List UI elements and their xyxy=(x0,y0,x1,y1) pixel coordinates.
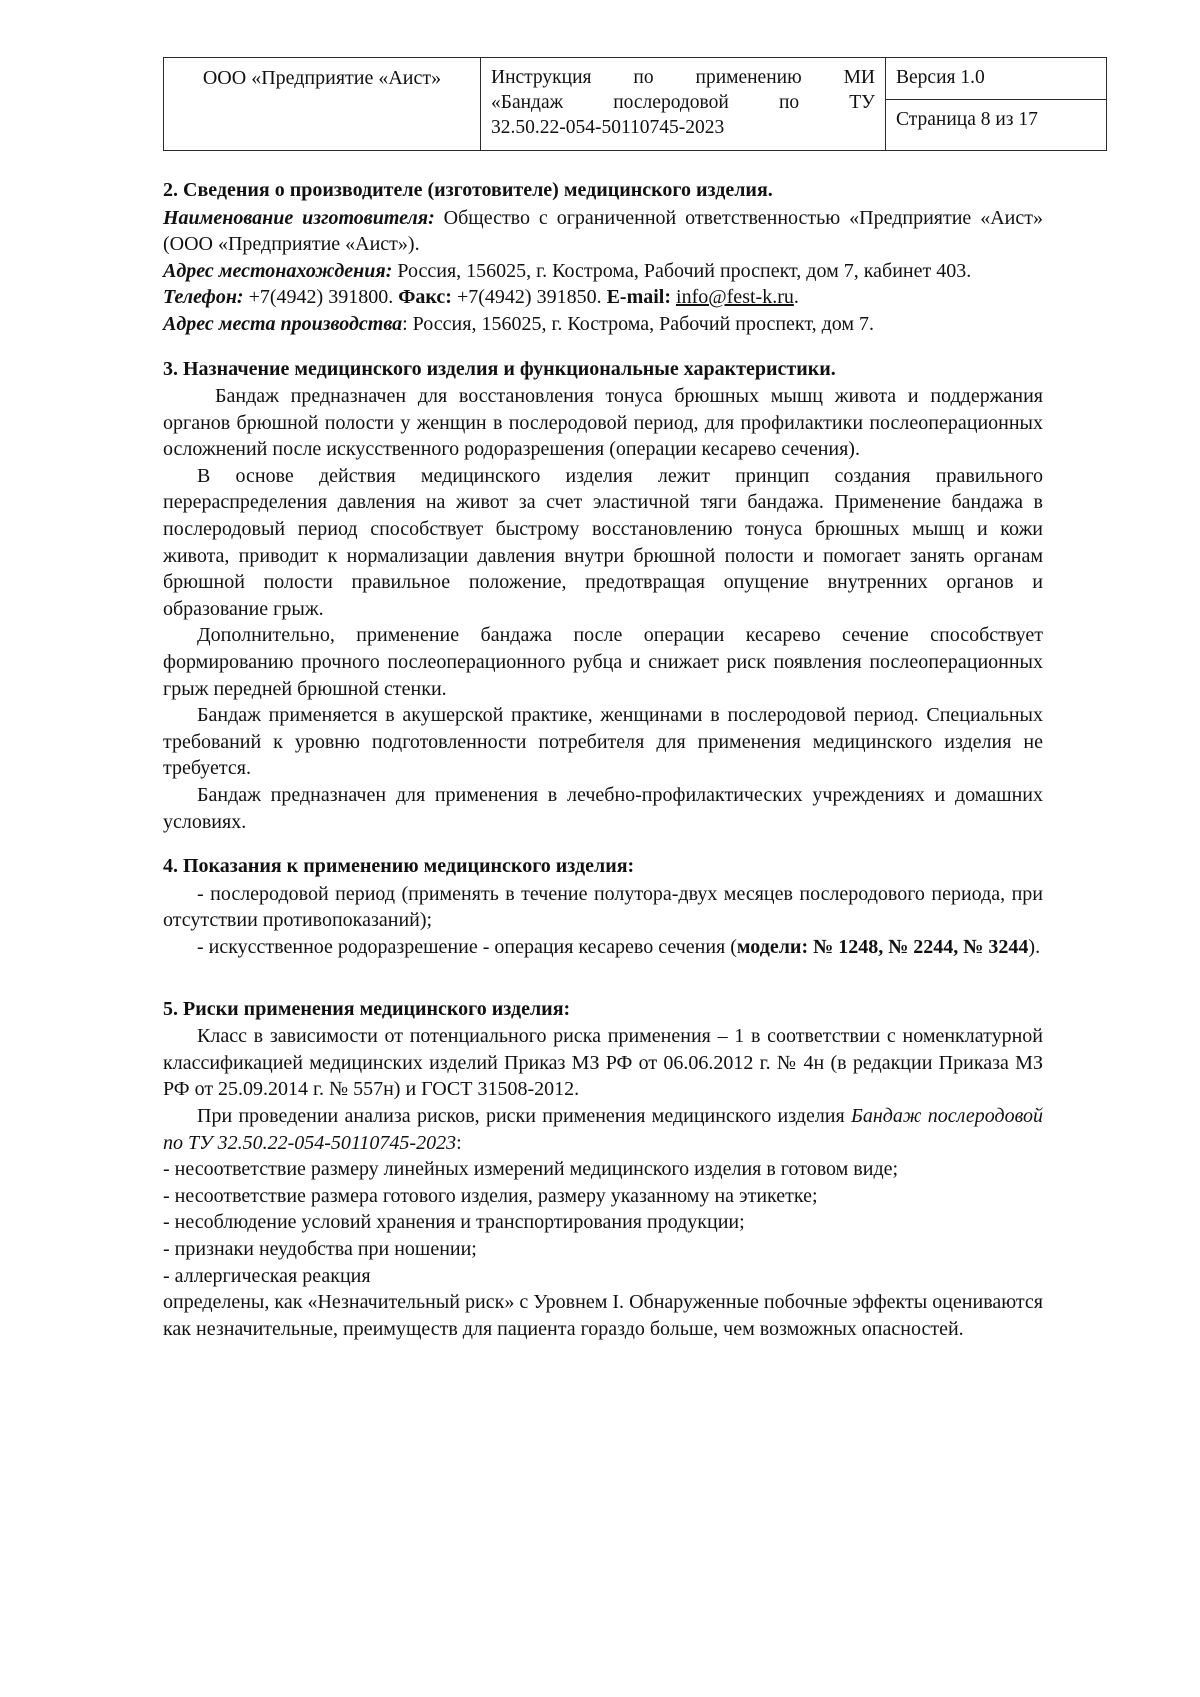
section-2-heading: 2. Сведения о производителе (изготовителе) медицинского изделия. xyxy=(163,178,773,201)
product-name-italic: Бандаж послеродовой по ТУ 32.50.22-054-50110745-2023 xyxy=(163,1104,1043,1154)
label-location-address: Адрес местонахождения: xyxy=(163,259,393,282)
section-3-heading: 3. Назначение медицинского изделия и функциональные характеристики. xyxy=(163,357,836,380)
section-5-paragraph-3: определены, как «Незначительный риск» с Уровнем I. Обнаруженные побочные эффекты оцениваются как незначительные, преимуществ для пациента гораздо больше, чем возможных опасностей. xyxy=(163,1291,1043,1340)
risk-list-item: - несоответствие размеру линейных измерений медицинского изделия в готовом виде; xyxy=(163,1158,899,1181)
page-content xyxy=(163,57,1043,1342)
header-row-main xyxy=(164,58,1107,100)
doc-version: Версия 1.0 xyxy=(896,67,985,88)
section-3-paragraph-3: Дополнительно, применение бандажа после операции кесарево сечение способствует формированию прочного послеоперационного рубца и снижает риск появления послеоперационных грыж передней брюшной стенки. xyxy=(163,624,1043,700)
label-fax: Факс: xyxy=(398,286,452,309)
value-manufacturer-name: Общество с ограниченной ответственностью «Предприятие «Аист» (ООО «Предприятие «Аист»). xyxy=(163,206,1043,256)
doc-title-line-1: Инструкция по применению МИ xyxy=(491,67,875,88)
value-location-address: Россия, 156025, г. Кострома, Рабочий проспект, дом 7, кабинет 403. xyxy=(392,259,972,282)
section-4-item-2-prefix: - искусственное родоразрешение - операция кесарево сечения ( xyxy=(197,935,737,958)
label-email: E-mail: xyxy=(606,286,672,309)
value-production-address: : Россия, 156025, г. Кострома, Рабочий проспект, дом 7. xyxy=(402,312,875,335)
header-version-cell xyxy=(886,58,1107,100)
section-4-item-1: - послеродовой период (применять в течение полутора-двух месяцев послеродового периода, при отсутствии противопоказаний); xyxy=(163,882,1043,932)
section-2-manufacturer-name xyxy=(163,205,1043,258)
label-phone: Телефон: xyxy=(163,286,244,309)
section-5-paragraph-2-suffix: : xyxy=(456,1131,462,1154)
section-4-item-2 xyxy=(163,934,1043,961)
risk-list-item: - несоблюдение условий хранения и транспортирования продукции; xyxy=(163,1211,745,1234)
section-3-paragraph-5: Бандаж предназначен для применения в лечебно-профилактических учреждениях и домашних условиях. xyxy=(163,784,1043,833)
document-body xyxy=(163,177,1043,1342)
company-name: ООО «Предприятие «Аист» xyxy=(202,67,442,89)
doc-title-line-2: «Бандаж послеродовой по ТУ xyxy=(491,91,875,113)
section-4-heading: 4. Показания к применению медицинского изделия: xyxy=(163,855,635,878)
email-link[interactable]: info@fest-k.ru xyxy=(676,286,794,309)
risk-list-item: - признаки неудобства при ношении; xyxy=(163,1237,477,1260)
section-2-production-address xyxy=(163,311,1043,338)
risk-list-item: - несоответствие размера готового изделия, размеру указанному на этикетке; xyxy=(163,1184,818,1207)
section-3-paragraph-2: В основе действия медицинского изделия лежит принцип создания правильного перераспределения давления на живот за счет эластичной тяги бандажа. Применение бандажа в послеродовый период способствует быстрому восстановлению тонуса брюшных мышц и кожи живота, приводит к нормализации давления внутри брюшной полости и помогает занять органам брюшной полости правильное положение, предотвращая опущение внутренних органов и образование грыж. xyxy=(163,464,1043,620)
document-header-table xyxy=(163,57,1107,151)
section-3-paragraph-4: Бандаж применяется в акушерской практике, женщинами в послеродовой период. Специальных требований к уровню подготовленности потребителя для применения медицинского изделия не требуется. xyxy=(163,704,1043,780)
section-5-paragraph-2-prefix: При проведении анализа рисков, риски применения медицинского изделия xyxy=(197,1104,852,1127)
section-5-heading: 5. Риски применения медицинского изделия: xyxy=(163,997,571,1020)
header-page-cell xyxy=(886,99,1107,150)
label-production-address: Адрес места производства xyxy=(163,312,403,335)
value-phone: +7(4942) 391800. xyxy=(243,286,399,309)
section-4-item-2-suffix: ). xyxy=(1028,935,1041,958)
label-manufacturer-name: Наименование изготовителя: xyxy=(163,206,435,229)
section-2-contacts xyxy=(163,284,1043,311)
section-4-models: модели: № 1248, № 2244, № 3244 xyxy=(736,935,1029,958)
value-fax: +7(4942) 391850. xyxy=(451,286,607,309)
header-company-cell xyxy=(164,58,481,151)
page-number: Страница 8 из 17 xyxy=(896,108,1038,130)
header-doc-title-cell xyxy=(481,58,886,151)
section-5-paragraph-1: Класс в зависимости от потенциального риска применения – 1 в соответствии с номенклатурной классификацией медицинских изделий Приказ МЗ РФ от 06.06.2012 г. № 4н (в редакции Приказа МЗ РФ от 25.09.2014 г. № 557н) и ГОСТ 31508-2012. xyxy=(163,1025,1043,1101)
section-2-location-address xyxy=(163,258,1043,285)
risk-list-item: - аллергическая реакция xyxy=(163,1264,371,1287)
email-tail: . xyxy=(793,286,799,309)
doc-title-line-3: 32.50.22-054-50110745-2023 xyxy=(491,116,725,138)
section-5-paragraph-2 xyxy=(163,1103,1043,1156)
section-3-paragraph-1: Бандаж предназначен для восстановления тонуса брюшных мышц живота и поддержания органов брюшной полости у женщин в послеродовой период, для профилактики послеоперационных осложнений после искусственного родоразрешения (операции кесарево сечения). xyxy=(163,385,1043,461)
spacer xyxy=(163,961,1043,978)
